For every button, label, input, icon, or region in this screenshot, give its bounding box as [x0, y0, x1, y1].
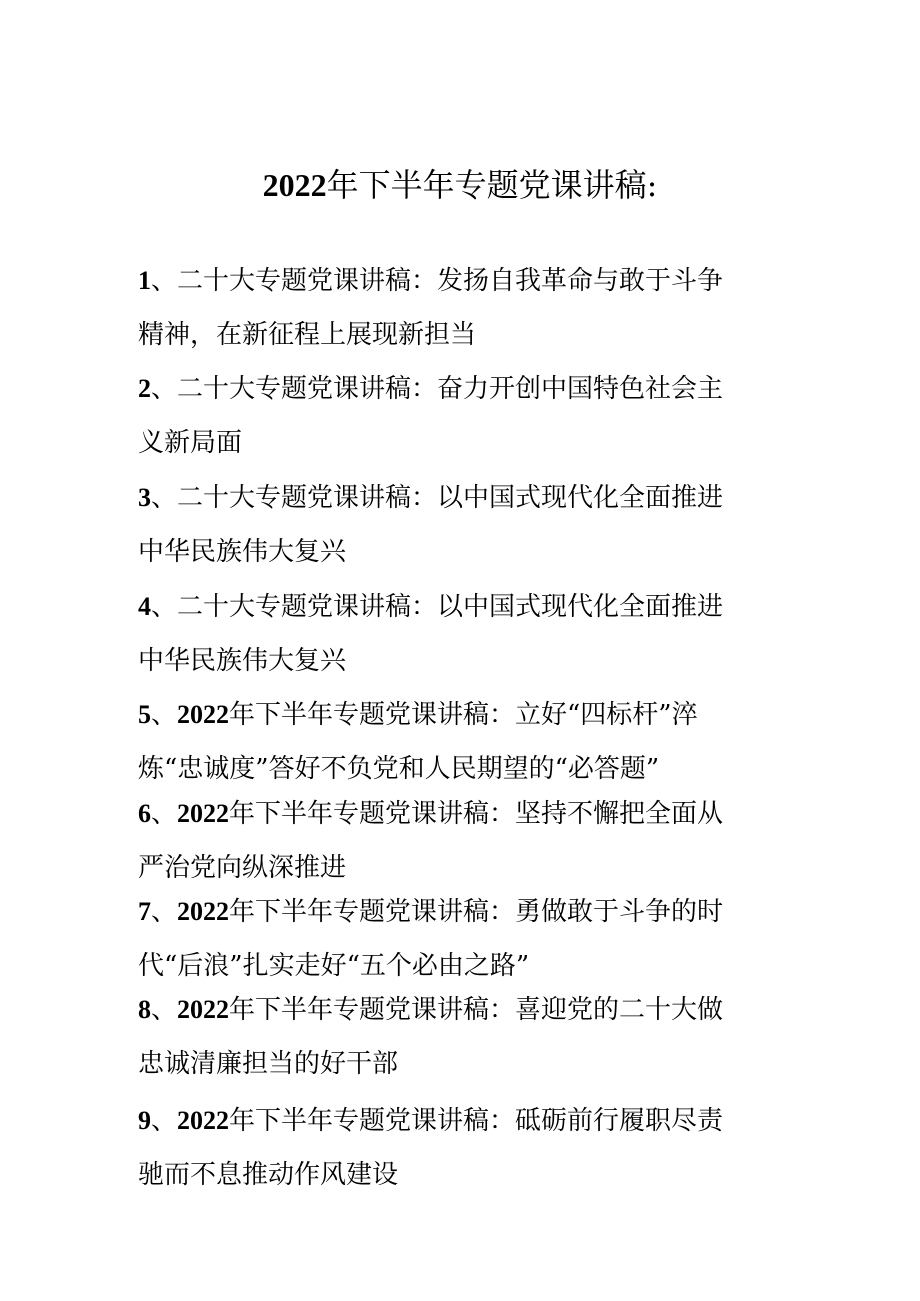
list-item: [138, 580, 788, 688]
item-text-line-1: 年下半年专题党课讲稿：喜迎党的二十大做: [229, 995, 724, 1025]
item-text-line-2: 义新局面: [138, 428, 243, 458]
item-number: 2: [138, 374, 151, 403]
item-text-line-2: 代“后浪”扎实走好“五个必由之路”: [138, 951, 530, 981]
item-separator: 、: [151, 995, 178, 1025]
item-separator: 、: [151, 592, 178, 622]
list-item-line-1: [138, 254, 788, 308]
list-item-line-1: [138, 580, 788, 634]
item-number: 9: [138, 1106, 151, 1135]
item-year: 2022: [177, 700, 230, 729]
item-text-line-2: 精神，在新征程上展现新担当: [138, 320, 477, 350]
list-item-line-1: [138, 1094, 788, 1148]
item-year: 2022: [177, 995, 230, 1024]
item-separator: 、: [151, 483, 178, 513]
item-text-line-2: 中华民族伟大复兴: [138, 537, 347, 567]
item-number: 5: [138, 700, 151, 729]
item-number: 7: [138, 897, 151, 926]
list-item: [138, 787, 788, 895]
item-text-line-1: 二十大专题党课讲稿：以中国式现代化全面推进: [177, 483, 724, 513]
item-text-line-2: 驰而不息推动作风建设: [138, 1160, 399, 1190]
item-number: 8: [138, 995, 151, 1024]
list-item: [138, 885, 788, 993]
item-text-line-1: 年下半年专题党课讲稿：砥砺前行履职尽责: [229, 1106, 724, 1136]
item-text-line-1: 年下半年专题党课讲稿：立好“四标杆”淬: [229, 700, 698, 730]
item-text-line-2: 炼“忠诚度”答好不负党和人民期望的“必答题”: [138, 754, 660, 784]
item-text-line-1: 二十大专题党课讲稿：奋力开创中国特色社会主: [177, 374, 724, 404]
item-text-line-2: 中华民族伟大复兴: [138, 646, 347, 676]
list-item-line-1: [138, 885, 788, 939]
item-separator: 、: [151, 266, 178, 296]
item-year: 2022: [177, 897, 230, 926]
list-item: [138, 983, 788, 1091]
item-year: 2022: [177, 1106, 230, 1135]
list-item: [138, 362, 788, 470]
list-item-line-1: [138, 362, 788, 416]
item-separator: 、: [151, 897, 178, 927]
item-text-line-2: 忠诚清廉担当的好干部: [138, 1049, 399, 1079]
list-item: [138, 254, 788, 362]
title-text: 年下半年专题党课讲稿:: [326, 166, 658, 204]
item-text-line-1: 二十大专题党课讲稿：以中国式现代化全面推进: [177, 592, 724, 622]
item-text-line-1: 年下半年专题党课讲稿：勇做敢于斗争的时: [229, 897, 724, 927]
item-number: 1: [138, 266, 151, 295]
list-item: [138, 688, 788, 796]
item-separator: 、: [151, 799, 178, 829]
list-item-line-1: [138, 471, 788, 525]
list-item-line-1: [138, 787, 788, 841]
list-item: [138, 471, 788, 579]
item-number: 4: [138, 592, 151, 621]
item-number: 6: [138, 799, 151, 828]
list-item-line-1: [138, 983, 788, 1037]
item-text-line-1: 年下半年专题党课讲稿：坚持不懈把全面从: [229, 799, 724, 829]
item-separator: 、: [151, 1106, 178, 1136]
item-text-line-2: 严治党向纵深推进: [138, 853, 347, 883]
list-item-line-1: [138, 688, 788, 742]
item-separator: 、: [151, 700, 178, 730]
list-item: [138, 1094, 788, 1202]
item-separator: 、: [151, 374, 178, 404]
item-number: 3: [138, 483, 151, 512]
item-text-line-1: 二十大专题党课讲稿：发扬自我革命与敢于斗争: [177, 266, 724, 296]
page-title: [0, 160, 920, 210]
item-year: 2022: [177, 799, 230, 828]
title-year: 2022: [262, 167, 327, 203]
